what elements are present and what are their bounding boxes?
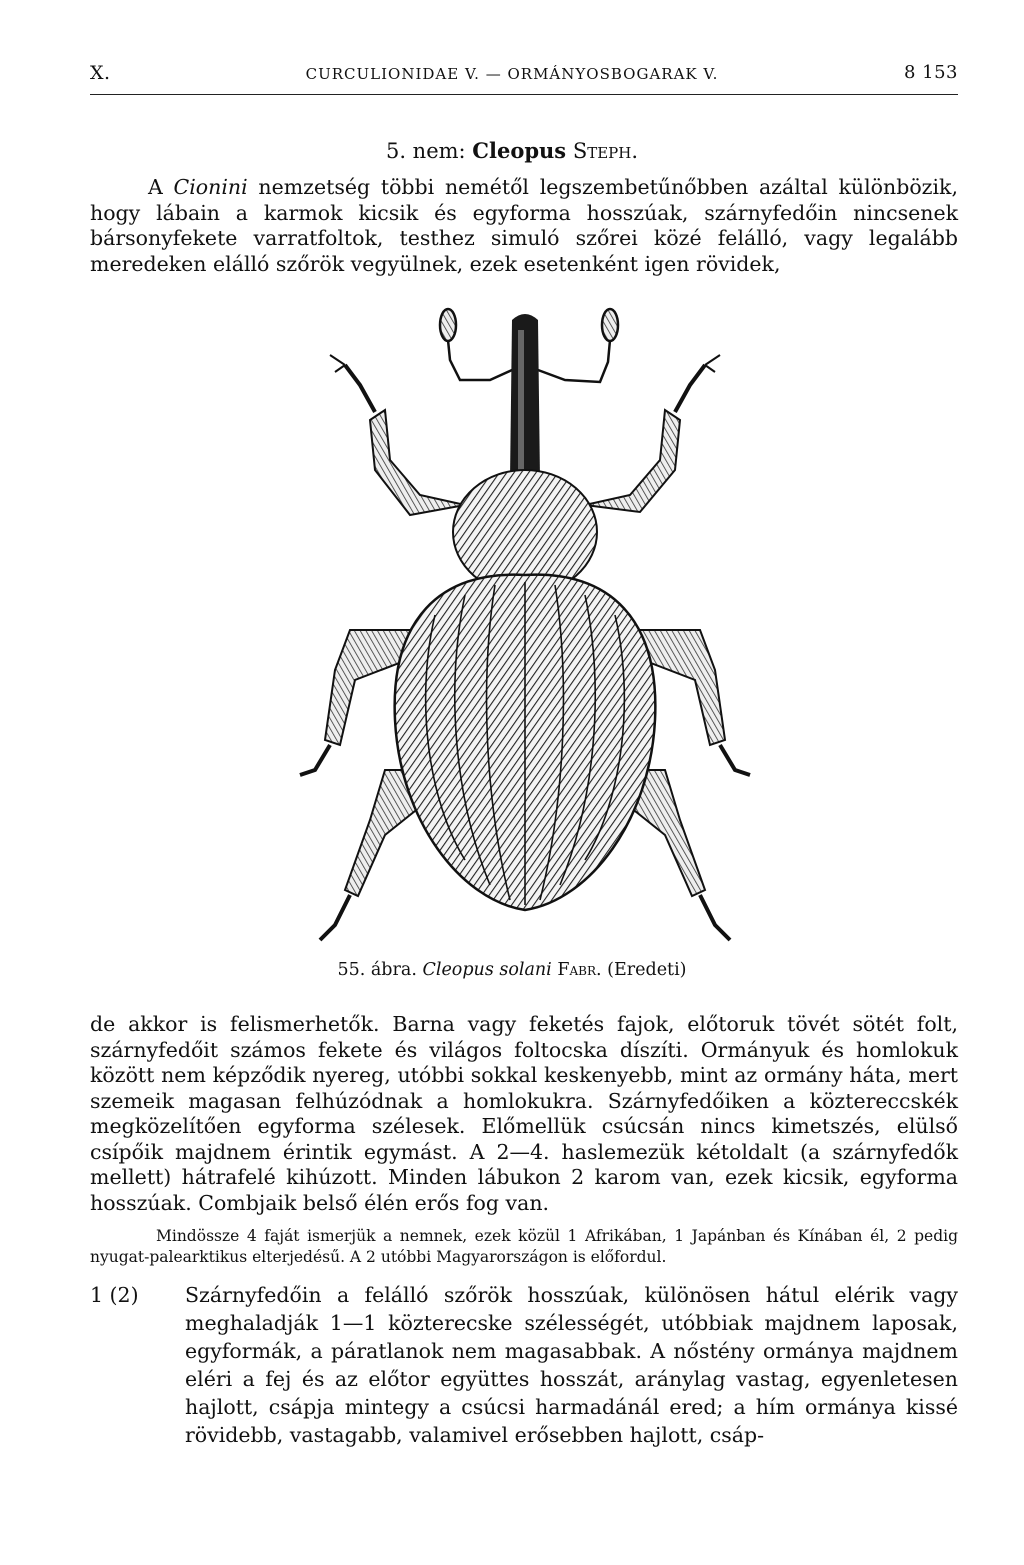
genus-heading	[0, 138, 1024, 163]
genus-heading-prefix: 5. nem:	[385, 139, 466, 163]
weevil-illustration	[290, 300, 760, 955]
front-right-leg	[585, 355, 720, 512]
left-antenna	[440, 309, 512, 380]
intro-paragraph	[90, 175, 958, 277]
page-number: 8 153	[903, 62, 958, 83]
header-rule	[90, 94, 958, 95]
genus-name: Cleopus	[472, 138, 567, 163]
rostrum	[510, 314, 540, 480]
right-antenna	[538, 309, 618, 382]
figure-caption	[0, 960, 1024, 980]
figure-species: Cleopus solani	[422, 960, 552, 980]
intro-text: nemzetség többi nemétől legszembetűnőbben azáltal különbözik, hogy lábain a karmok kicsik és egyforma hosszúak, szárnyfedőin nincsenek bársonyfekete varratfoltok, testhez simuló szőrei közé felálló, vagy legalább meredeken elálló szőrök vegyülnek, ezek esetenként igen rövidek,	[90, 175, 958, 276]
figure-number: 55. ábra.	[337, 960, 417, 980]
running-title: CURCULIONIDAE V. — ORMÁNYOSBOGARAK V.	[305, 65, 719, 83]
figure-author: Fabr.	[557, 960, 602, 980]
chapter-number: X.	[90, 62, 111, 84]
figure-note: (Eredeti)	[607, 960, 687, 980]
key-couplet-text: Szárnyfedőin a felálló szőrök hosszúak, különösen hátul elérik vagy meghaladják 1—1 közterecske szélességét, utóbbiak majdnem laposak, egyformák, a páratlanok nem magasabbak. A nőstény ormánya majdnem eléri a fej és az előtor együttes hosszát, aránylag vastag, egyenletesen hajlott, csápja mintegy a csúcsi harmadánál ered; a hím ormánya kissé rövidebb, vastagabb, valamivel erősebben hajlott, csáp-	[185, 1283, 958, 1447]
key-couplet-number: 1 (2)	[90, 1283, 139, 1307]
intro-lead: A	[148, 175, 163, 199]
front-left-leg	[330, 355, 465, 515]
body-paragraph: de akkor is felismerhetők. Barna vagy feketés fajok, előtoruk tövét sötét folt, szárnyfedőit számos fekete és világos foltocska díszíti. Ormányuk és homlokuk között nem képződik nyereg, utóbbi sokkal keskenyebb, mint az ormány háta, mert szemeik magasan felhúzódnak a homlokukra. Szárnyfedőiken a köztereccskék megközelítően egyforma szélesek. Előmellük csúcsán nincs kimetszés, elülső csípőik majdnem érintik egymást. A 2—4. haslemezük kétoldalt (a szárnyfedők mellett) hátrafelé kihúzott. Minden lábukon 2 karom van, ezek kicsik, egyforma hosszúak. Combjaik belső élén erős fog van.	[90, 1012, 958, 1215]
tribe-name: Cionini	[173, 175, 248, 199]
genus-author: Steph.	[572, 139, 639, 163]
species-count-note: Mindössze 4 faját ismerjük a nemnek, ezek közül 1 Afrikában, 1 Japánban és Kínában él, 2 pedig nyugat-palearktikus elterjedésű. A 2 utóbbi Magyarországon is előfordul.	[90, 1227, 958, 1266]
